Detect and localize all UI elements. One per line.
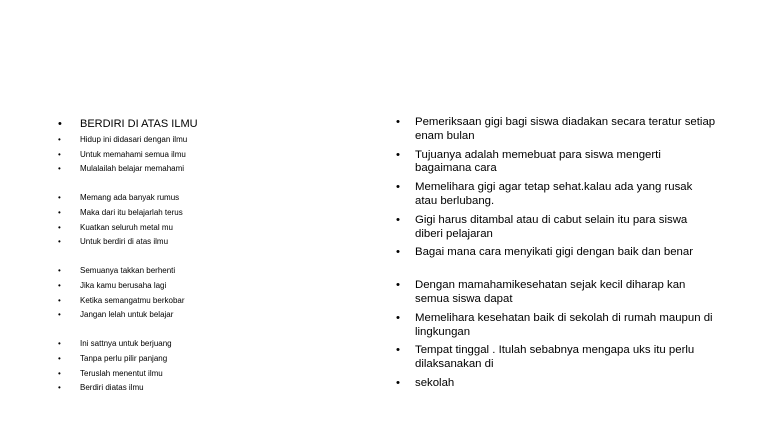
bullet-icon: • <box>396 246 400 259</box>
list-item: • Pemeriksaan gigi bagi siswa diadakan secara teratur setiap enam bulan <box>396 116 716 142</box>
poem-line: • Ketika semangatmu berkobar <box>58 294 378 309</box>
poem-line: • Teruslah menentut ilmu <box>58 367 378 382</box>
bullet-list <box>396 279 716 391</box>
bullet-icon: • <box>58 222 61 232</box>
poem-line: • Mulalailah belajar memahami <box>58 162 378 177</box>
bullet-icon: • <box>58 237 61 247</box>
bullet-icon: • <box>396 181 400 194</box>
bullet-icon: • <box>58 207 61 217</box>
bullet-icon: • <box>396 213 400 226</box>
poem-line: • Untuk berdiri di atas ilmu <box>58 235 378 250</box>
poem-column <box>58 116 378 396</box>
poem-line: • Semuanya takkan berhenti <box>58 264 378 279</box>
poem-line: • Ini sattnya untuk berjuang <box>58 337 378 352</box>
list-item: • Dengan mamahamikesehatan sejak kecil diharap kan semua siswa dapat <box>396 279 686 305</box>
list-item: • sekolah <box>396 376 455 389</box>
bullet-icon: • <box>58 310 61 320</box>
bullet-icon: • <box>58 118 62 130</box>
list-item: • Tempat tinggal . Itulah sebabnya mengapa uks itu perlu dilaksanakan di <box>396 344 695 371</box>
list-item: • Memelihara kesehatan baik di sekolah di rumah maupun di lingkungan <box>396 311 713 338</box>
bullet-icon: • <box>58 266 61 276</box>
bullet-icon: • <box>58 135 61 144</box>
bullet-icon: • <box>396 344 400 357</box>
poem-line: • Memang ada banyak rumus <box>58 191 378 206</box>
bullet-icon: • <box>58 280 61 290</box>
bullet-icon: • <box>58 383 61 393</box>
list-item: • Bagai mana cara menyikati gigi dengan baik dan benar <box>396 246 693 259</box>
poem-title: • BERDIRI DI ATAS ILMU <box>58 118 198 130</box>
bullet-icon: • <box>58 368 61 378</box>
poem-stanza <box>58 264 378 322</box>
poem-line: • Untuk memahami semua ilmu <box>58 148 378 163</box>
list-item: • Tujuanya adalah memebuat para siswa mengerti bagaimana cara <box>396 148 661 175</box>
bullet-icon: • <box>58 193 61 203</box>
bullet-icon: • <box>396 116 400 128</box>
bullet-icon: • <box>396 376 400 389</box>
poem-line: • Jangan lelah untuk belajar <box>58 308 378 323</box>
list-item: • Memelihara gigi agar tetap sehat.kalau ada yang rusak atau berlubang. <box>396 181 693 207</box>
poem-line: • Berdiri diatas ilmu <box>58 381 378 396</box>
poem-line: • Jika kamu berusaha lagi <box>58 279 378 294</box>
poem-line: • Maka dari itu belajarlah terus <box>58 206 378 221</box>
bullet-icon: • <box>396 279 400 292</box>
poem-line: • Hidup ini didasari dengan ilmu <box>58 133 378 148</box>
poem-stanza <box>58 133 378 177</box>
bullet-icon: • <box>58 164 61 174</box>
bullet-icon: • <box>396 311 400 324</box>
poem-stanza <box>58 337 378 395</box>
poem-line: • Kuatkan seluruh metal mu <box>58 221 378 236</box>
bullet-icon: • <box>58 295 61 305</box>
bullet-icon: • <box>58 353 61 363</box>
bullet-icon: • <box>58 339 61 349</box>
poem-line: • Tanpa perlu pilir panjang <box>58 352 378 367</box>
poem-stanza <box>58 191 378 249</box>
list-item: • Gigi harus ditambal atau di cabut selain itu para siswa diberi pelajaran <box>396 213 688 240</box>
bullet-list <box>396 116 716 260</box>
bullet-icon: • <box>396 148 400 161</box>
dental-health-column <box>396 116 716 396</box>
bullet-icon: • <box>58 149 61 159</box>
